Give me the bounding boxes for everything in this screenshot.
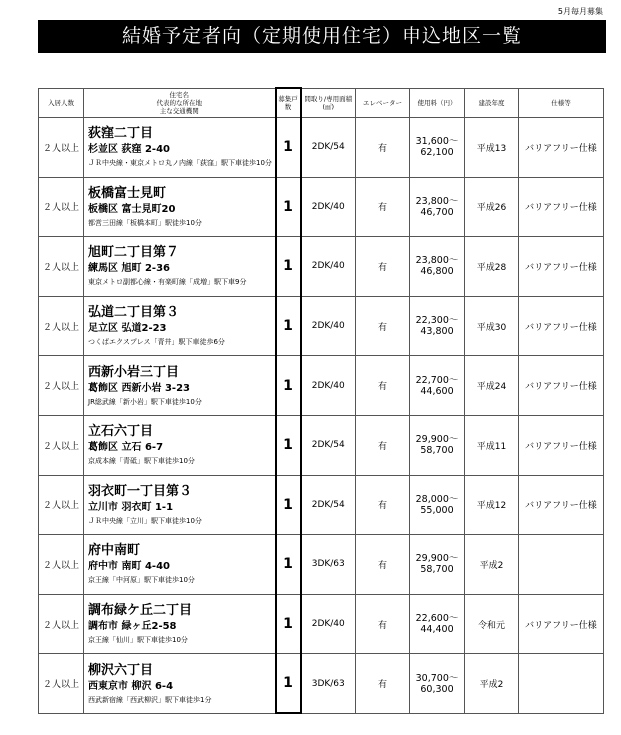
spec-cell: バリアフリー仕様 [519, 296, 604, 356]
header-rent: 使用料（円） [410, 88, 465, 118]
occupants-cell: ２人以上 [39, 237, 84, 297]
table-row [39, 118, 604, 178]
housing-name-cell [84, 415, 276, 475]
housing-title: 荻窪二丁目 [88, 126, 154, 142]
housing-name-cell [84, 475, 276, 535]
layout-cell: 2DK/40 [301, 594, 356, 654]
units-cell: 1 [276, 594, 301, 654]
spec-cell: バリアフリー仕様 [519, 415, 604, 475]
elevator-cell: 有 [356, 415, 410, 475]
housing-address: 府中市 南町 4-40 [88, 561, 170, 573]
table-row [39, 594, 604, 654]
spec-cell: バリアフリー仕様 [519, 237, 604, 297]
header-units: 募集戸数 [276, 88, 301, 118]
rent-cell: 31,600〜 62,100 [410, 118, 465, 178]
rent-cell: 22,300〜 43,800 [410, 296, 465, 356]
layout-cell: 2DK/54 [301, 118, 356, 178]
table-row [39, 177, 604, 237]
housing-name-cell [84, 296, 276, 356]
units-cell: 1 [276, 177, 301, 237]
occupants-cell: ２人以上 [39, 296, 84, 356]
layout-cell: 2DK/54 [301, 475, 356, 535]
housing-access: 京成本線「青砥」駅下車徒歩10分 [88, 457, 195, 466]
housing-access: ＪＲ中央線「立川」駅下車徒歩10分 [88, 516, 202, 525]
housing-title: 羽衣町一丁目第３ [88, 483, 193, 499]
occupants-cell: ２人以上 [39, 118, 84, 178]
housing-title: 調布緑ケ丘二丁目 [88, 603, 193, 619]
spec-cell: バリアフリー仕様 [519, 475, 604, 535]
header-layout: 間取り/専用面積(㎡) [301, 88, 356, 118]
table-row [39, 237, 604, 297]
year-cell: 平成13 [465, 118, 519, 178]
housing-name-cell [84, 237, 276, 297]
units-cell: 1 [276, 535, 301, 595]
housing-address: 西東京市 柳沢 6-4 [88, 680, 174, 692]
elevator-cell: 有 [356, 237, 410, 297]
housing-address: 葛飾区 立石 6-7 [88, 442, 164, 454]
layout-cell: 2DK/40 [301, 356, 356, 416]
spec-cell: バリアフリー仕様 [519, 594, 604, 654]
housing-name-cell [84, 594, 276, 654]
table-row [39, 356, 604, 416]
units-cell: 1 [276, 654, 301, 714]
housing-name-cell [84, 356, 276, 416]
housing-access: JR総武線「新小岩」駅下車徒歩10分 [88, 397, 202, 406]
occupants-cell: ２人以上 [39, 535, 84, 595]
rent-cell: 28,000〜 55,000 [410, 475, 465, 535]
year-cell: 平成26 [465, 177, 519, 237]
occupants-cell: ２人以上 [39, 415, 84, 475]
table-row [39, 654, 604, 714]
elevator-cell: 有 [356, 296, 410, 356]
housing-access: 東京メトロ副都心線・有楽町線「成増」駅下車9分 [88, 278, 247, 287]
housing-access: 西武新宿線「西武柳沢」駅下車徒歩1分 [88, 695, 212, 704]
rent-cell: 23,800〜 46,800 [410, 237, 465, 297]
units-cell: 1 [276, 475, 301, 535]
year-cell: 平成11 [465, 415, 519, 475]
year-cell: 平成28 [465, 237, 519, 297]
housing-title: 板橋富士見町 [88, 185, 167, 201]
rent-cell: 22,700〜 44,600 [410, 356, 465, 416]
header-year: 建設年度 [465, 88, 519, 118]
spec-cell [519, 654, 604, 714]
recruitment-note: 5月毎月募集 [557, 7, 603, 16]
elevator-cell: 有 [356, 118, 410, 178]
housing-address: 立川市 羽衣町 1-1 [88, 501, 174, 513]
elevator-cell: 有 [356, 654, 410, 714]
rent-cell: 29,900〜 58,700 [410, 535, 465, 595]
rent-cell: 23,800〜 46,700 [410, 177, 465, 237]
units-cell: 1 [276, 118, 301, 178]
housing-name-cell [84, 118, 276, 178]
housing-title: 柳沢六丁目 [88, 662, 154, 678]
rent-cell: 29,900〜 58,700 [410, 415, 465, 475]
year-cell: 平成24 [465, 356, 519, 416]
layout-cell: 2DK/40 [301, 296, 356, 356]
spec-cell: バリアフリー仕様 [519, 356, 604, 416]
units-cell: 1 [276, 415, 301, 475]
spec-cell: バリアフリー仕様 [519, 177, 604, 237]
occupants-cell: ２人以上 [39, 654, 84, 714]
year-cell: 平成2 [465, 535, 519, 595]
housing-title: 立石六丁目 [88, 424, 154, 440]
housing-address: 板橋区 富士見町20 [88, 203, 176, 215]
elevator-cell: 有 [356, 356, 410, 416]
occupants-cell: ２人以上 [39, 177, 84, 237]
spec-cell: バリアフリー仕様 [519, 118, 604, 178]
table-row [39, 535, 604, 595]
housing-access: 都営三田線「板橋本町」駅徒歩10分 [88, 218, 202, 227]
housing-access: ＪＲ中央線・東京メトロ丸ノ内線「荻窪」駅下車徒歩10分 [88, 159, 272, 168]
elevator-cell: 有 [356, 594, 410, 654]
housing-name-cell [84, 535, 276, 595]
housing-address: 葛飾区 西新小岩 3-23 [88, 382, 190, 394]
housing-name-cell [84, 177, 276, 237]
housing-address: 足立区 弘道2-23 [88, 323, 167, 335]
table-header-row [39, 88, 604, 118]
housing-name-cell [84, 654, 276, 714]
year-cell: 平成30 [465, 296, 519, 356]
header-occupants: 入居人数 [39, 88, 84, 118]
occupants-cell: ２人以上 [39, 594, 84, 654]
housing-access: 京王線「仙川」駅下車徒歩10分 [88, 636, 188, 645]
year-cell: 平成2 [465, 654, 519, 714]
housing-title: 府中南町 [88, 543, 141, 559]
header-name: 住宅名 代表的な所在地 主な交通機関 [84, 88, 276, 118]
housing-address: 杉並区 荻窪 2-40 [88, 144, 170, 156]
units-cell: 1 [276, 356, 301, 416]
units-cell: 1 [276, 296, 301, 356]
housing-title: 旭町二丁目第７ [88, 245, 180, 261]
elevator-cell: 有 [356, 177, 410, 237]
layout-cell: 2DK/40 [301, 177, 356, 237]
table-row [39, 415, 604, 475]
table-row [39, 475, 604, 535]
elevator-cell: 有 [356, 475, 410, 535]
year-cell: 平成12 [465, 475, 519, 535]
header-spec: 仕様等 [519, 88, 604, 118]
layout-cell: 2DK/40 [301, 237, 356, 297]
elevator-cell: 有 [356, 535, 410, 595]
rent-cell: 22,600〜 44,400 [410, 594, 465, 654]
header-elevator: エレベーター [356, 88, 410, 118]
housing-access: つくばエクスプレス「青井」駅下車徒歩6分 [88, 338, 225, 347]
occupants-cell: ２人以上 [39, 356, 84, 416]
listing-table [38, 87, 604, 714]
housing-access: 京王線「中河原」駅下車徒歩10分 [88, 576, 195, 585]
housing-address: 練馬区 旭町 2-36 [88, 263, 170, 275]
housing-title: 弘道二丁目第３ [88, 305, 180, 321]
housing-address: 調布市 緑ヶ丘2-58 [88, 621, 177, 633]
layout-cell: 3DK/63 [301, 654, 356, 714]
layout-cell: 3DK/63 [301, 535, 356, 595]
table-row [39, 296, 604, 356]
rent-cell: 30,700〜 60,300 [410, 654, 465, 714]
units-cell: 1 [276, 237, 301, 297]
page-title: 結婚予定者向（定期使用住宅）申込地区一覧 [38, 20, 606, 53]
layout-cell: 2DK/54 [301, 415, 356, 475]
occupants-cell: ２人以上 [39, 475, 84, 535]
spec-cell [519, 535, 604, 595]
year-cell: 令和元 [465, 594, 519, 654]
housing-title: 西新小岩三丁目 [88, 364, 180, 380]
